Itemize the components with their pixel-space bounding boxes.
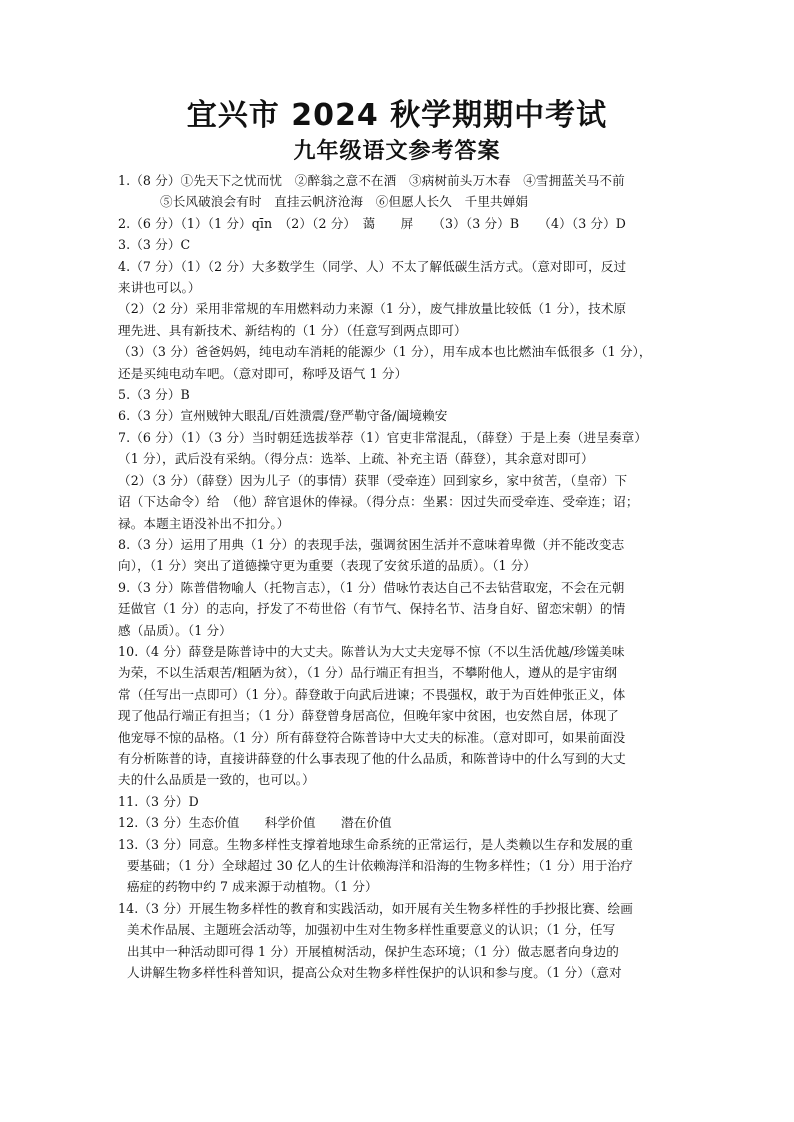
answer-line: 7.（6 分）（1）（3 分）当时朝廷选拔举荐（1）官吏非常混乱，（薛登）于是上奏（进呈奏章）	[118, 429, 648, 445]
answer-line: 要基础；（1 分）全球超过 30 亿人的生计依赖海洋和沿海的生物多样性；（1 分）用于治疗	[127, 858, 633, 873]
answer-line: 人讲解生物多样性科普知识，提高公众对生物多样性保护的认识和参与度。（1 分）（意对	[127, 965, 622, 981]
answer-line: （2）（2 分）采用非常规的车用燃料动力来源（1 分），废气排放量比较低（1 分），技术原	[118, 301, 627, 317]
answer-line: 出其中一种活动即可得 1 分）开展植树活动，保护生态环境；（1 分）做志愿者向身边的	[127, 943, 619, 959]
answer-line: 来讲也可以。）	[118, 280, 201, 296]
answer-line: 感（品质）。（1 分）	[118, 622, 232, 638]
answer-line: （2）（3 分）（薛登）因为儿子（的事情）获罪（受牵连）回到家乡，家中贫苦，（皇帝）下	[118, 472, 628, 488]
answer-line: 诏（下达命令）给 （他）辞官退休的俸禄。（得分点：坐累：因过失而受牵连、受牵连；诏；	[118, 494, 639, 510]
answer-line: 2.（6 分）（1）（1 分）qīn （2）（2 分） 蔼 屏 （3）（3 分）B （4）（3 分）D	[118, 215, 626, 231]
answer-line: 为荣，不以生活艰苦/粗陋为贫），（1 分）品行端正有担当，不攀附他人，遵从的是宇宙纲	[118, 665, 618, 681]
exam-title: 宜兴市 2024 秋学期期中考试	[186, 98, 608, 133]
answer-line: 禄。本题主语没补出不扣分。）	[118, 515, 290, 531]
exam-subtitle: 九年级语文参考答案	[293, 139, 501, 164]
answer-line: 廷做官（1 分）的志向，抒发了不苟世俗（有节气、保持名节、洁身自好、留恋宋朝）的情	[118, 601, 626, 617]
answer-line: 癌症的药物中约 7 成来源于动植物。（1 分）	[127, 879, 378, 895]
answer-line: 8.（3 分）运用了用典（1 分）的表现手法，强调贫困生活并不意味着卑微（并不能改变志	[118, 536, 625, 552]
answer-line: 1.（8 分）①先天下之忧而忧 ②醉翁之意不在酒 ③病树前头万木春 ④雪拥蓝关马不前	[118, 173, 625, 188]
answer-line: 10.（4 分）薛登是陈普诗中的大丈夫。陈普认为大丈夫宠辱不惊（不以生活优越/珍馐美味	[118, 643, 625, 659]
answer-line: 向），（1 分）突出了道德操守更为重要（表现了安贫乐道的品质）。（1 分）	[118, 558, 537, 574]
answer-line: 他宠辱不惊的品格。（1 分）所有薛登符合陈普诗中大丈夫的标准。（意对即可，如果前面没	[118, 729, 626, 745]
answer-line: （1 分），武后没有采纳。（得分点：选举、上疏、补充主语（薛登），其余意对即可）	[118, 451, 594, 467]
answer-line: 11.（3 分）D	[118, 793, 199, 809]
answer-line: 夫的什么品质是一致的，也可以。）	[118, 772, 315, 788]
answer-line: 美术作品展、主题班会活动等，加强初中生对生物多样性重要意义的认识；（1 分，任写	[127, 922, 616, 938]
answer-line: 现了他品行端正有担当；（1 分）薛登曾身居高位，但晚年家中贫困，也安然自居，体现了	[118, 708, 619, 724]
answer-line: 14.（3 分）开展生物多样性的教育和实践活动，如开展有关生物多样性的手抄报比赛、绘画	[118, 900, 633, 916]
answer-line: ⑤长风破浪会有时 直挂云帆济沧海 ⑥但愿人长久 千里共婵娟	[160, 194, 529, 210]
answer-line: 4.（7 分）（1）（2 分）大多数学生（同学、人）不太了解低碳生活方式。（意对即可，反过	[118, 258, 627, 274]
answer-line: 12.（3 分）生态价值 科学价值 潜在价值	[118, 815, 392, 831]
answer-line: （3）（3 分）爸爸妈妈，纯电动车消耗的能源少（1 分），用车成本也比燃油车低很多（1 分），	[118, 344, 652, 360]
answer-line: 3.（3 分）C	[118, 237, 191, 253]
answer-line: 9.（3 分）陈普借物喻人（托物言志），（1 分）借咏竹表达自己不去钻营取宠，不会在元朝	[118, 579, 625, 595]
answer-line: 理先进、具有新技术、新结构的（1 分）（任意写到两点即可）	[118, 322, 467, 338]
answer-line: 5.（3 分）B	[118, 387, 190, 403]
answer-line: 常（任写出一点即可）（1 分）。薛登敢于向武后进谏；不畏强权，敢于为百姓伸张正义，体	[118, 686, 626, 702]
answer-line: 6.（3 分）宣州贼钟大眼乱/百姓溃震/登严勒守备/阖境赖安	[118, 408, 448, 424]
answer-line: 13.（3 分）同意。生物多样性支撑着地球生命系统的正常运行，是人类赖以生存和发展的重	[118, 836, 633, 852]
answer-line: 有分析陈普的诗，直接讲薛登的什么事表现了他的什么品质，和陈普诗中的什么写到的大丈	[118, 750, 626, 766]
answer-body	[118, 170, 680, 983]
answer-line: 还是买纯电动车吧。（意对即可，称呼及语气 1 分）	[118, 365, 408, 381]
